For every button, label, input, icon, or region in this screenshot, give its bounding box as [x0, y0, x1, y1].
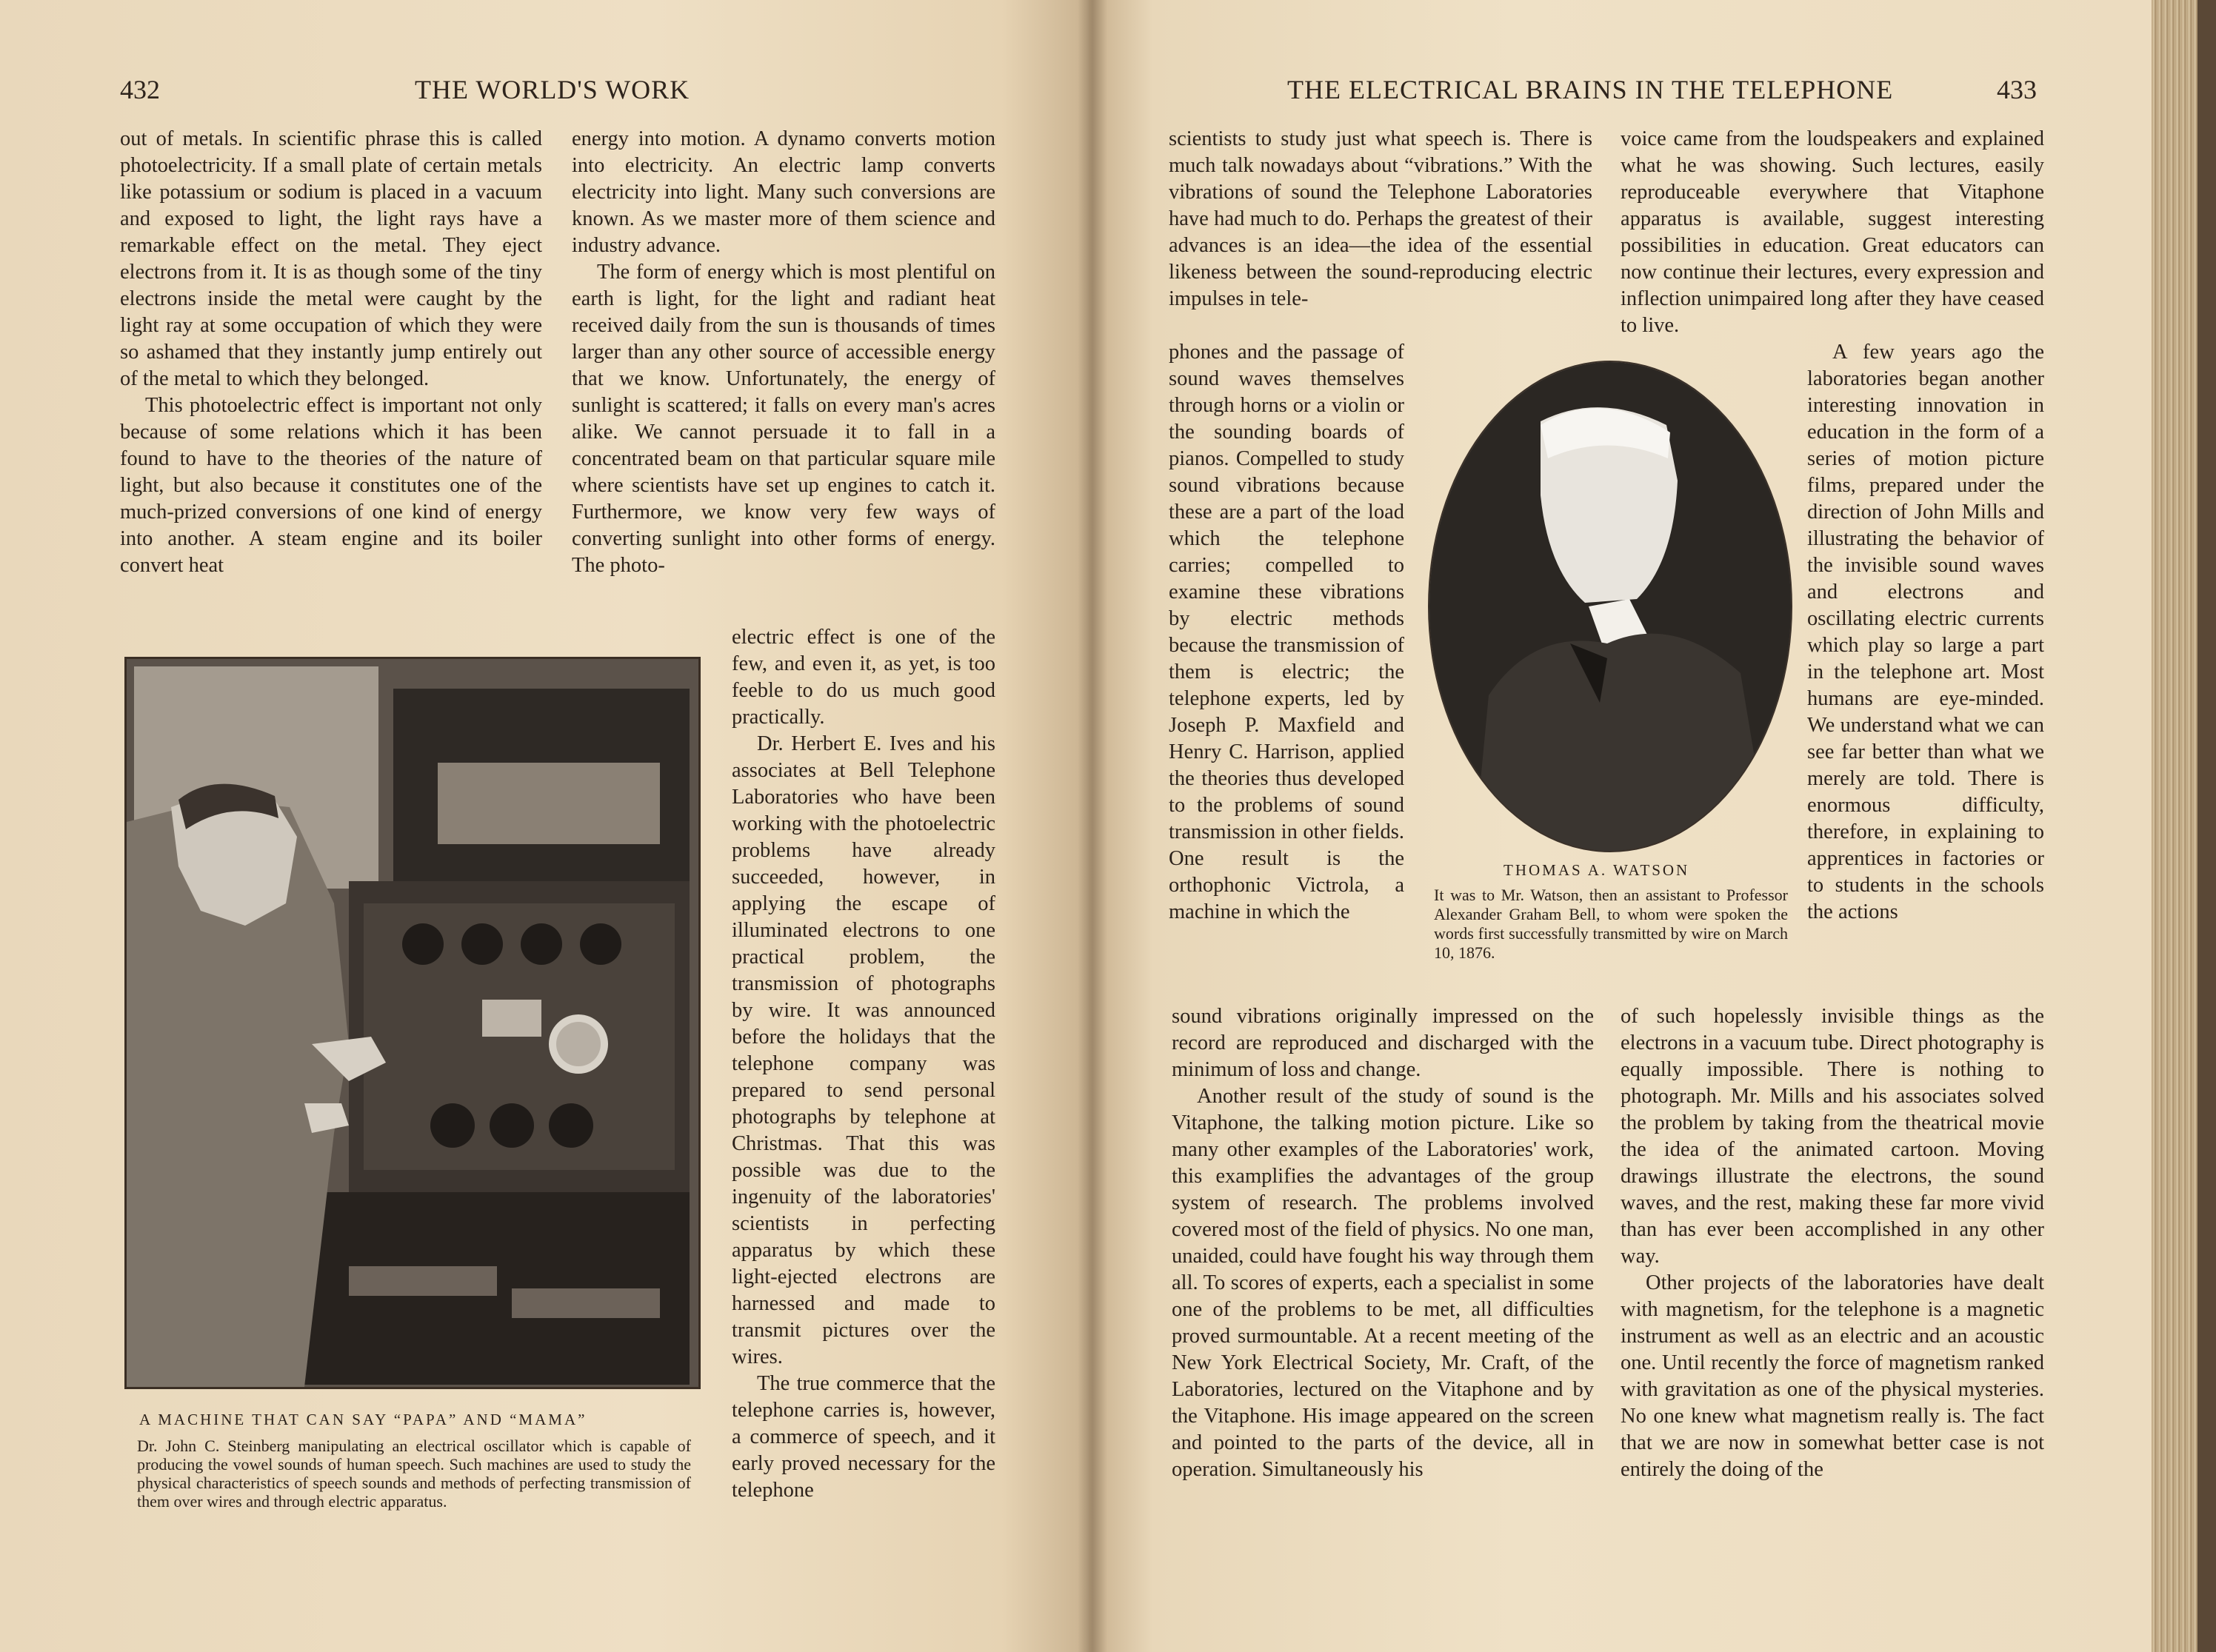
paragraph: Dr. Herbert E. Ives and his associates at Bell Telephone Laboratories who have been working with the photoelectric problems have already succeeded, however, in applying the escape of illuminated electrons to one practical problem, the transmission of photographs by wire. It was announced before the holidays that the telephone company was prepared to send personal photographs by telephone at Christmas. That this was possible was due to the ingenuity of the laboratories' scientists in perfecting apparatus by which these light-ejected electrons are harnessed and made to transmit pictures over the wires.	[732, 732, 995, 1368]
paragraph: The form of energy which is most plentiful on earth is light, for the light and radiant heat received daily from the sun is thousands of times larger than any other source of accessible energy that we know. Unfortunately, the energy of sunlight is scattered; it falls on every man's acres alike. We cannot persuade it to fall in a concentrated beam on that particular square mile where scientists have set up engines to catch it. Furthermore, we know very few ways of converting sunlight into other forms of energy. The photo-	[572, 261, 995, 577]
book-gutter	[1078, 0, 1107, 1652]
right-column-2-top	[1621, 126, 2044, 339]
paragraph: Another result of the study of sound is the Vitaphone, the talking motion picture. Like so many other examples of the Laboratories' work, this examplifies the advantages of the group system of research. The problems involved covered most of the field of physics. No one man, unaided, could have fought his way through them all. To scores of experts, each a specialist in some one of the problems to be met, all difficulties proved surmountable. At a recent meeting of the New York Electrical Society, Mr. Craft, of the Laboratories, lectured on the Vitaphone and by the Vitaphone. His image appeared on the screen and pointed to the parts of the device, all in operation. Simultaneously his	[1172, 1085, 1594, 1481]
watson-portrait	[1428, 361, 1792, 852]
page-edges	[2152, 0, 2216, 1652]
paragraph: This photoelectric effect is important not only because of some relations which it has been found to have to the theories of the nature of light, but also because it constitutes one of the much-prized conversions of one kind of energy into another. A steam engine and its boiler convert heat	[120, 394, 542, 577]
paragraph: Other projects of the laboratories have dealt with magnetism, for the telephone is a magnetic instrument as well as an electric and an acoustic one. Until recently the force of magnetism ranked with gravitation as one of the physical mysteries. No one knew what magnetism really is. The fact that we are now in somewhat better case is not entirely the doing of the	[1621, 1271, 2044, 1481]
paragraph: sound vibrations originally impressed on the record are reproduced and discharged with the minimum of loss and change.	[1172, 1005, 1594, 1081]
paragraph: out of metals. In scientific phrase this is called photoelectricity. If a small plate of certain metals like potassium or sodium is placed in a vacuum and exposed to light, the light rays have a remarkable effect on the metal. They eject electrons from it. It is as though some of the tiny electrons inside the metal were caught by the light ray at some occupation of which they were so ashamed that they instantly jump entirely out of the metal to which they belonged.	[120, 127, 542, 390]
right-column-1-bottom	[1172, 1003, 1594, 1483]
right-column-2-narrow	[1807, 339, 2044, 926]
watson-portrait-illustration	[1429, 362, 1791, 851]
paragraph: voice came from the loudspeakers and explained what he was showing. Such lectures, easily reproduceable everywhere that Vitaphone apparatus is available, suggest interesting possibilities in education. Great educators can now continue their lectures, every expression and inflection unimpaired long after they have ceased to live.	[1621, 127, 2044, 337]
portrait-caption-text: It was to Mr. Watson, then an assistant to Professor Alexander Graham Bell, to whom were spoken the words first successfully transmitted by wire on March 10, 1876.	[1434, 886, 1788, 962]
right-column-1-narrow	[1169, 339, 1404, 926]
paragraph: phones and the passage of sound waves themselves through horns or a violin or the sounding boards of pianos. Compelled to study sound vibrations because these are a part of the load which the telephone carries; compelled to examine these vibrations by electric methods because the transmission of them is electric; the telephone experts, led by Joseph P. Maxfield and Henry C. Harrison, applied the theories thus developed to the problems of sound transmission in other fields. One result is the orthophonic Victrola, a machine in which the	[1169, 341, 1404, 923]
oscillator-photo-illustration	[127, 659, 698, 1387]
paragraph: energy into motion. A dynamo converts motion into electricity. An electric lamp converts electricity into light. Many such conversions are known. As we master more of them science and industry advance.	[572, 127, 995, 257]
portrait-caption-title: THOMAS A. WATSON	[1504, 861, 1690, 879]
running-head-left: THE WORLD'S WORK	[415, 75, 690, 104]
left-column-2	[572, 126, 995, 579]
right-column-1-top	[1169, 126, 1592, 312]
paragraph: The true commerce that the telephone carries is, however, a commerce of speech, and it early proved necessary for the telephone	[732, 1372, 995, 1502]
page-number-right: 433	[1997, 75, 2037, 104]
page-number-left: 432	[120, 75, 160, 104]
running-head-right: THE ELECTRICAL BRAINS IN THE TELEPHONE	[1287, 75, 1894, 104]
left-column-3	[732, 624, 995, 1504]
right-column-2-bottom	[1621, 1003, 2044, 1483]
figure-caption-text: Dr. John C. Steinberg manipulating an electrical oscillator which is capable of producing the vowel sounds of human speech. Such machines are used to study the physical characteristics of speech sounds and methods of perfecting transmission of them over wires and through electric apparatus.	[137, 1437, 691, 1511]
figure-caption-title: A MACHINE THAT CAN SAY “PAPA” AND “MAMA”	[139, 1411, 587, 1428]
paragraph: of such hopelessly invisible things as the electrons in a vacuum tube. Direct photography is equally impossible. There is nothing to photograph. Mr. Mills and his associates solved the problem by taking from the theatrical movie the idea of the animated cartoon. Moving drawings illustrate the electrons, the sound waves, and the rest, making these far more vivid than has ever been accomplished in any other way.	[1621, 1005, 2044, 1268]
paragraph: A few years ago the laboratories began another interesting innovation in education in the form of a series of motion picture films, prepared under the direction of John Mills and illustrating the behavior of the invisible sound waves and electrons and oscillating electric currents which play so large a part in the telephone art. Most humans are eye-minded. We understand what we can see far better than what we merely are told. There is enormous difficulty, therefore, in explaining to apprentices in factories or to students in the schools the actions	[1807, 341, 2044, 923]
paragraph: scientists to study just what speech is. There is much talk nowadays about “vibrations.” With the vibrations of sound the Telephone Laboratories have had much to do. Perhaps the greatest of their advances is an idea—the idea of the essential likeness between the sound-reproducing electric impulses in tele-	[1169, 127, 1592, 310]
left-column-1	[120, 126, 542, 579]
paragraph: electric effect is one of the few, and even it, as yet, is too feeble to do us much good practically.	[732, 626, 995, 729]
oscillator-photo	[124, 657, 701, 1389]
